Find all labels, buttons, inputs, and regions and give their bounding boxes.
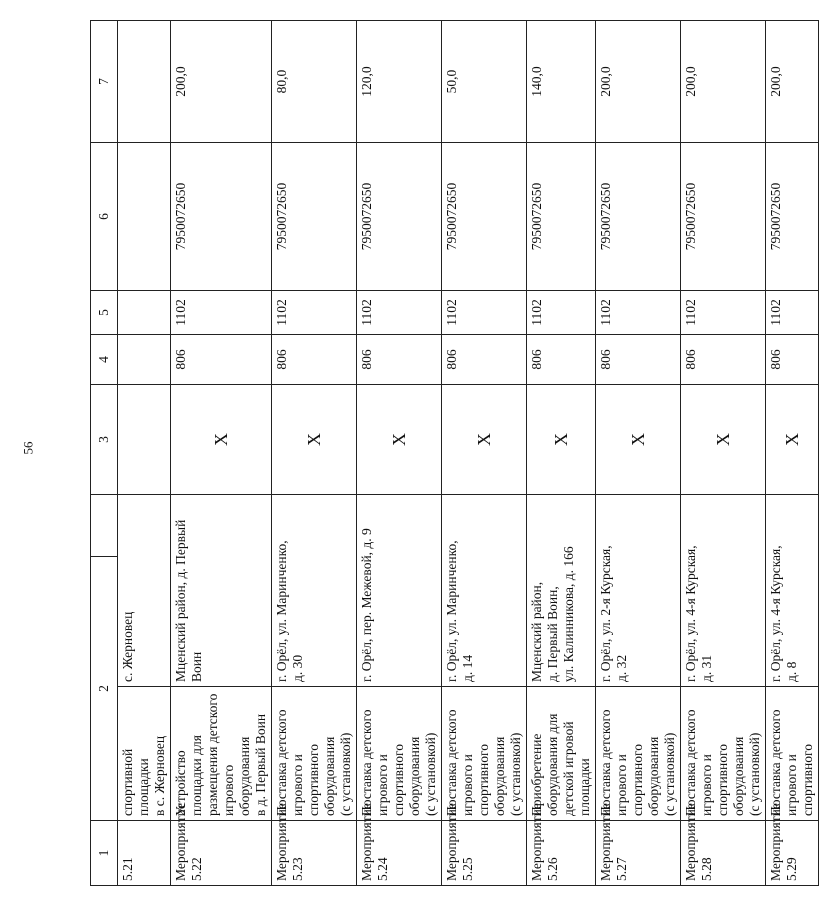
header-cell-4: 4: [91, 335, 118, 385]
cell-c6: 1102: [766, 291, 819, 335]
cell-c7: 7950072650: [357, 143, 442, 291]
cell-c5: 806: [527, 335, 596, 385]
cell-c8: 140,0: [527, 21, 596, 143]
cell-c4: X: [766, 385, 819, 495]
header-cell-3: 3: [91, 385, 118, 495]
cell-c4: X: [171, 385, 272, 495]
cell-c5: 806: [681, 335, 766, 385]
cell-c1: Мероприятие 5.23: [272, 821, 357, 886]
cell-c1: 5.21: [118, 821, 171, 886]
cell-c4: X: [527, 385, 596, 495]
header-cell-1: 1: [91, 821, 118, 886]
cell-c6: 1102: [272, 291, 357, 335]
header-cell-blank: [91, 495, 118, 557]
cell-c2: Поставка детского игрового и спортивного оборудования (с установкой): [681, 687, 766, 821]
cell-c7: 7950072650: [272, 143, 357, 291]
table-row: [118, 21, 171, 886]
cell-c2: Поставка детского игрового и спортивного оборудования (с установкой): [357, 687, 442, 821]
cell-c8: 120,0: [357, 21, 442, 143]
cell-c2: Поставка детского игрового и спортивного оборудования (с установкой): [272, 687, 357, 821]
cell-c1: Мероприятие 5.25: [442, 821, 527, 886]
cell-c5: 806: [272, 335, 357, 385]
cell-c6: 1102: [681, 291, 766, 335]
header-row: [91, 21, 118, 886]
header-cell-2: 2: [91, 557, 118, 821]
cell-c3: г. Орёл, пер. Межевой, д. 9: [357, 495, 442, 687]
cell-c3: Мценский район, д. Первый Воин: [171, 495, 272, 687]
cell-c4: [118, 385, 171, 495]
cell-c2: Поставка детского игрового и спортивного: [766, 687, 819, 821]
cell-c7: 7950072650: [596, 143, 681, 291]
table-row: [171, 21, 272, 886]
cell-c3: г. Орёл, ул. Маринченко, д. 30: [272, 495, 357, 687]
table-row: [442, 21, 527, 886]
page-number: 56: [20, 441, 36, 455]
cell-c1: Мероприятие 5.29: [766, 821, 819, 886]
cell-c4: X: [272, 385, 357, 495]
cell-c4: X: [357, 385, 442, 495]
cell-c1: Мероприятие 5.22: [171, 821, 272, 886]
cell-c2: спортивной площадки в с. Жерновец: [118, 687, 171, 821]
header-cell-5: 5: [91, 291, 118, 335]
cell-c5: 806: [171, 335, 272, 385]
rotated-table-container: [90, 26, 815, 886]
cell-c8: 50,0: [442, 21, 527, 143]
cell-c6: 1102: [596, 291, 681, 335]
table-row: [766, 21, 819, 886]
cell-c6: [118, 291, 171, 335]
cell-c2: Приобретение оборудования для детской игровой площадки: [527, 687, 596, 821]
cell-c3: Мценский район, д. Первый Воин, ул. Калинникова, д. 166: [527, 495, 596, 687]
cell-c6: 1102: [357, 291, 442, 335]
cell-c8: 200,0: [171, 21, 272, 143]
cell-c6: 1102: [527, 291, 596, 335]
table-row: [357, 21, 442, 886]
cell-c8: 200,0: [596, 21, 681, 143]
cell-c8: 80,0: [272, 21, 357, 143]
cell-c5: [118, 335, 171, 385]
cell-c7: 7950072650: [171, 143, 272, 291]
cell-c3: с. Жерновец: [118, 495, 171, 687]
cell-c5: 806: [766, 335, 819, 385]
table-row: [681, 21, 766, 886]
cell-c4: X: [442, 385, 527, 495]
cell-c3: г. Орёл, ул. 2-я Курская, д. 32: [596, 495, 681, 687]
cell-c4: X: [596, 385, 681, 495]
cell-c8: 200,0: [681, 21, 766, 143]
cell-c7: 7950072650: [766, 143, 819, 291]
cell-c1: Мероприятие 5.27: [596, 821, 681, 886]
table-row: [596, 21, 681, 886]
cell-c3: г. Орёл, ул. 4-я Курская, д. 31: [681, 495, 766, 687]
cell-c8: 200,0: [766, 21, 819, 143]
cell-c2: Поставка детского игрового и спортивного оборудования (с установкой): [442, 687, 527, 821]
cell-c4: X: [681, 385, 766, 495]
cell-c3: г. Орёл, ул. 4-я Курская, д. 8: [766, 495, 819, 687]
header-cell-6: 6: [91, 143, 118, 291]
cell-c1: Мероприятие 5.28: [681, 821, 766, 886]
budget-table: [90, 20, 819, 886]
table-row: [272, 21, 357, 886]
cell-c8: [118, 21, 171, 143]
header-cell-7: 7: [91, 21, 118, 143]
cell-c6: 1102: [171, 291, 272, 335]
cell-c3: г. Орёл, ул. Маринченко, д. 14: [442, 495, 527, 687]
cell-c7: 7950072650: [681, 143, 766, 291]
cell-c2: Устройство площадки для размещения детского игрового оборудования в д. Первый Воин: [171, 687, 272, 821]
table-row: [527, 21, 596, 886]
cell-c1: Мероприятие 5.24: [357, 821, 442, 886]
cell-c5: 806: [357, 335, 442, 385]
cell-c6: 1102: [442, 291, 527, 335]
cell-c7: [118, 143, 171, 291]
cell-c7: 7950072650: [527, 143, 596, 291]
cell-c5: 806: [596, 335, 681, 385]
cell-c1: Мероприятие 5.26: [527, 821, 596, 886]
cell-c2: Поставка детского игрового и спортивного оборудования (с установкой): [596, 687, 681, 821]
cell-c5: 806: [442, 335, 527, 385]
cell-c7: 7950072650: [442, 143, 527, 291]
